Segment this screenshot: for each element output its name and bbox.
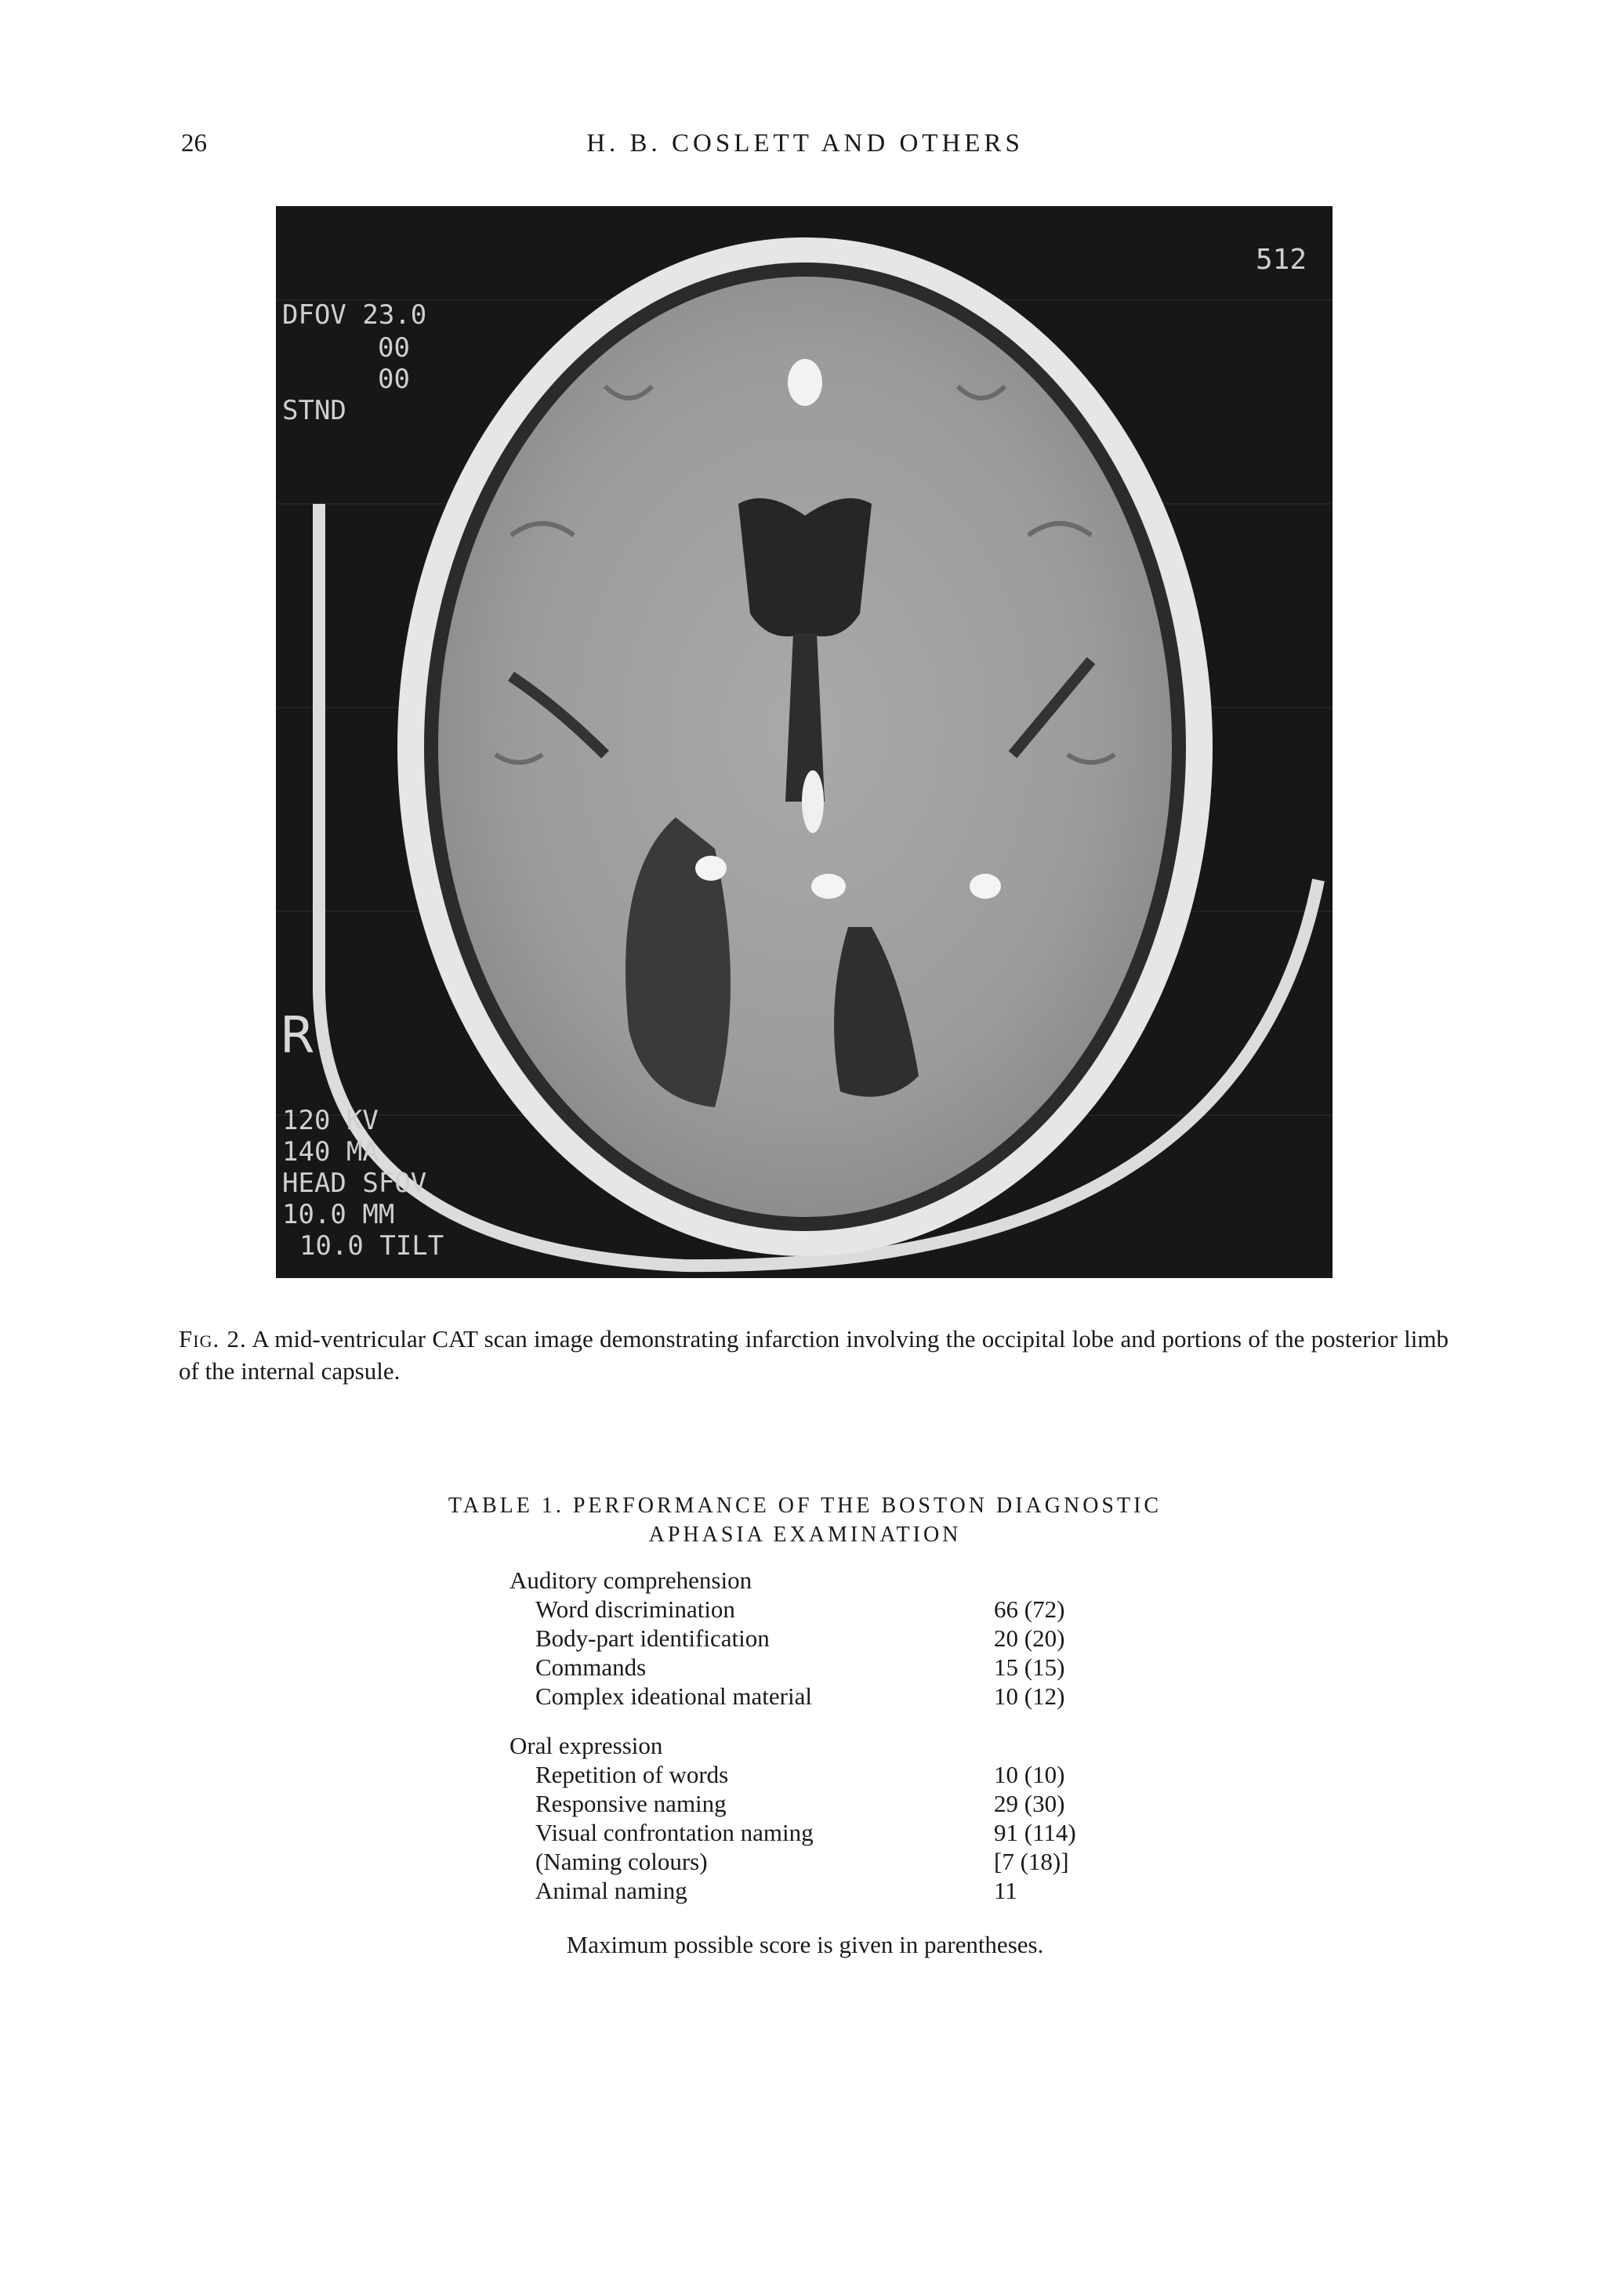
scan-label-top-left-4: STND xyxy=(282,395,346,426)
row-value: 29 (30) xyxy=(994,1790,1065,1817)
row-label: Repetition of words xyxy=(535,1761,729,1788)
row-value: 10 (10) xyxy=(994,1761,1065,1788)
table-row xyxy=(509,1818,1121,1847)
table-row xyxy=(509,1624,1121,1653)
table-row xyxy=(509,1847,1121,1876)
scan-label-top-right: 512 xyxy=(1256,244,1307,276)
scan-side-marker: R xyxy=(280,1007,315,1065)
row-value: 91 (114) xyxy=(994,1819,1076,1846)
section-heading-oral: Oral expression xyxy=(509,1732,663,1759)
row-value: [7 (18)] xyxy=(994,1848,1069,1875)
table-footnote: Maximum possible score is given in parentheses. xyxy=(566,1931,1044,1958)
scan-label-top-left-3: 00 xyxy=(378,364,410,395)
calcification-frontal xyxy=(788,359,822,406)
row-label: Commands xyxy=(535,1653,647,1681)
calcification-pineal xyxy=(802,770,824,833)
table-title xyxy=(0,1491,1610,1549)
row-label: Visual confrontation naming xyxy=(535,1819,814,1846)
scan-label-bottom-left-3: HEAD SFOV xyxy=(282,1168,427,1199)
table-row xyxy=(509,1682,1121,1711)
row-label: Complex ideational material xyxy=(535,1682,812,1710)
scan-label-top-left-2: 00 xyxy=(378,332,410,364)
row-label: (Naming colours) xyxy=(535,1848,708,1875)
figure-caption xyxy=(179,1323,1449,1387)
table-row xyxy=(509,1789,1121,1818)
figure-label: Fig. 2. xyxy=(179,1325,247,1353)
scan-label-bottom-left-1: 120 KV xyxy=(282,1105,379,1136)
row-value: 15 (15) xyxy=(994,1653,1065,1681)
table-row xyxy=(509,1653,1121,1682)
table-row xyxy=(509,1595,1121,1624)
row-value: 66 (72) xyxy=(994,1595,1065,1623)
calcification-choroid-mid xyxy=(811,874,846,899)
calcification-choroid-left xyxy=(695,856,727,881)
scan-label-top-left-1: DFOV 23.0 xyxy=(282,299,427,331)
row-label: Body-part identification xyxy=(535,1624,770,1652)
ct-scan-figure xyxy=(276,206,1333,1278)
section-heading-auditory: Auditory comprehension xyxy=(509,1566,752,1594)
table-title-line-2: APHASIA EXAMINATION xyxy=(648,1523,962,1547)
row-label: Responsive naming xyxy=(535,1790,727,1817)
scan-label-bottom-left-2: 140 MA xyxy=(282,1136,379,1168)
calcification-choroid-right xyxy=(970,874,1001,899)
lateral-ventricles xyxy=(738,498,872,636)
page-number: 26 xyxy=(181,129,207,158)
scan-label-bottom-left-5: 10.0 TILT xyxy=(299,1230,444,1262)
scan-label-bottom-left-4: 10.0 MM xyxy=(282,1199,395,1230)
table-title-line-1: TABLE 1. PERFORMANCE OF THE BOSTON DIAGNOSTIC xyxy=(448,1494,1162,1518)
figure-caption-text: A mid-ventricular CAT scan image demonstrating infarction involving the occipital lobe and portions of the posterior limb of the internal capsule. xyxy=(179,1325,1449,1385)
running-head: H. B. COSLETT AND OTHERS xyxy=(586,129,1024,158)
results-table xyxy=(509,1566,1121,1905)
section-spacer xyxy=(509,1711,1121,1731)
row-label: Animal naming xyxy=(535,1877,687,1904)
row-value: 20 (20) xyxy=(994,1624,1065,1652)
row-label: Word discrimination xyxy=(535,1595,735,1623)
row-value: 10 (12) xyxy=(994,1682,1065,1710)
table-row xyxy=(509,1760,1121,1789)
table-row xyxy=(509,1876,1121,1905)
row-value: 11 xyxy=(994,1877,1017,1904)
